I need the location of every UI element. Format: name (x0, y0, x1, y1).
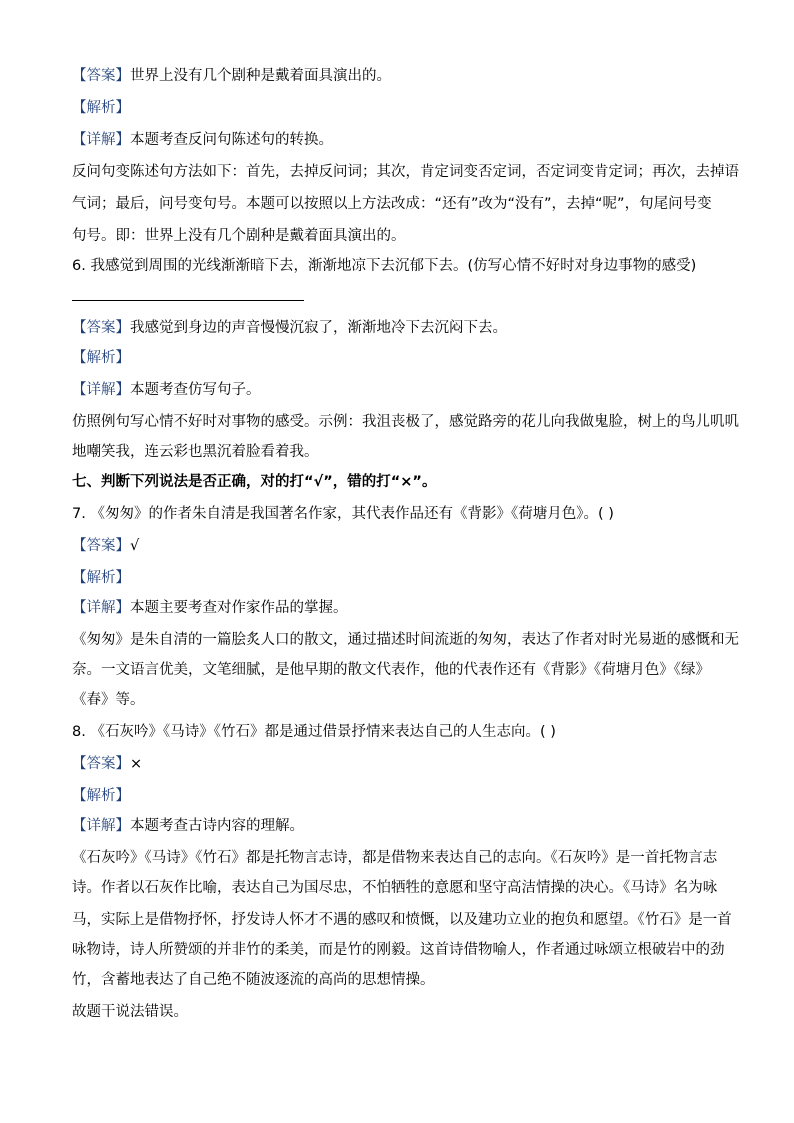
body-text: 《春》等。 (72, 692, 145, 708)
body-text: 奈。一文语言优美，文笔细腻，是他早期的散文代表作，他的代表作还有《背影》《荷塘月色》《绿》 (72, 662, 710, 678)
analysis-label: 【解析】 (72, 100, 130, 116)
detail-text: 本题主要考查对作家作品的掌握。 (130, 600, 348, 616)
analysis-label: 【解析】 (72, 350, 130, 366)
body-text: 咏物诗，诗人所赞颂的并非竹的柔美，而是竹的刚毅。这首诗借物喻人，作者通过咏颂立根破岩中的劲 (72, 942, 725, 958)
detail-line (72, 598, 722, 618)
analysis-line (72, 786, 722, 806)
body-text: 故题干说法错误。 (72, 1004, 188, 1020)
answer-label: 【答案】 (72, 538, 130, 554)
question-8: 8. 《石灰吟》《马诗》《竹石》都是通过借景抒情来表达自己的人生志向。( ) (72, 724, 556, 740)
answer-text: × (130, 756, 143, 772)
body-text: 竹，含蓄地表达了自己绝不随波逐流的高尚的思想情操。 (72, 972, 435, 988)
section-heading: 七、判断下列说法是否正确，对的打“√”，错的打“×”。 (72, 474, 437, 490)
body-text: 反问句变陈述句方法如下：首先，去掉反问词；其次，肯定词变否定词，否定词变肯定词；再次，去掉语 (72, 164, 739, 180)
analysis-line (72, 98, 722, 118)
answer-line (72, 66, 722, 86)
body-text: 马，实际上是借物抒怀，抒发诗人怀才不遇的感叹和愤慨，以及建功立业的抱负和愿望。《竹石》是一首 (72, 912, 732, 928)
body-text: 《匆匆》是朱自清的一篇脍炙人口的散文，通过描述时间流逝的匆匆，表达了作者对时光易逝的感慨和无 (72, 632, 739, 648)
answer-line (72, 318, 722, 338)
answer-text: √ (130, 538, 140, 554)
body-text: 《石灰吟》《马诗》《竹石》都是托物言志诗，都是借物来表达自己的志向。《石灰吟》是一首托物言志 (72, 850, 718, 866)
detail-label: 【详解】 (72, 382, 130, 398)
answer-line (72, 536, 722, 556)
detail-line (72, 380, 722, 400)
question-7: 7. 《匆匆》的作者朱自清是我国著名作家，其代表作品还有《背影》《荷塘月色》。( ) (72, 506, 614, 522)
detail-label: 【详解】 (72, 132, 130, 148)
detail-line (72, 130, 722, 150)
body-text: 气词；最后，问号变句号。本题可以按照以上方法改成：“还有”改为“没有”，去掉“呢”，句尾问号变 (72, 196, 712, 212)
answer-text: 我感觉到身边的声音慢慢沉寂了，渐渐地冷下去沉闷下去。 (130, 320, 507, 336)
analysis-label: 【解析】 (72, 570, 130, 586)
answer-label: 【答案】 (72, 756, 130, 772)
answer-label: 【答案】 (72, 320, 130, 336)
detail-label: 【详解】 (72, 818, 130, 834)
body-text: 地嘲笑我，连云彩也黑沉着脸看着我。 (72, 444, 319, 460)
analysis-line (72, 348, 722, 368)
question-6: 6. 我感觉到周围的光线渐渐暗下去，渐渐地凉下去沉郁下去。(仿写心情不好时对身边事物的感受) (72, 258, 697, 274)
analysis-label: 【解析】 (72, 788, 130, 804)
detail-text: 本题考查仿写句子。 (130, 382, 261, 398)
answer-line (72, 754, 722, 774)
detail-label: 【详解】 (72, 600, 130, 616)
body-text: 诗。作者以石灰作比喻，表达自己为国尽忠，不怕牺牲的意愿和坚守高洁情操的决心。《马诗》名为咏 (72, 880, 718, 896)
answer-blank-line (72, 300, 304, 301)
answer-text: 世界上没有几个剧种是戴着面具演出的。 (130, 68, 391, 84)
detail-text: 本题考查古诗内容的理解。 (130, 818, 304, 834)
detail-text: 本题考查反问句陈述句的转换。 (130, 132, 333, 148)
answer-label: 【答案】 (72, 68, 130, 84)
detail-line (72, 816, 722, 836)
body-text: 仿照例句写心情不好时对事物的感受。示例：我沮丧极了，感觉路旁的花儿向我做鬼脸，树上的鸟儿叽叽 (72, 414, 739, 430)
body-text: 句号。即：世界上没有几个剧种是戴着面具演出的。 (72, 228, 406, 244)
analysis-line (72, 568, 722, 588)
